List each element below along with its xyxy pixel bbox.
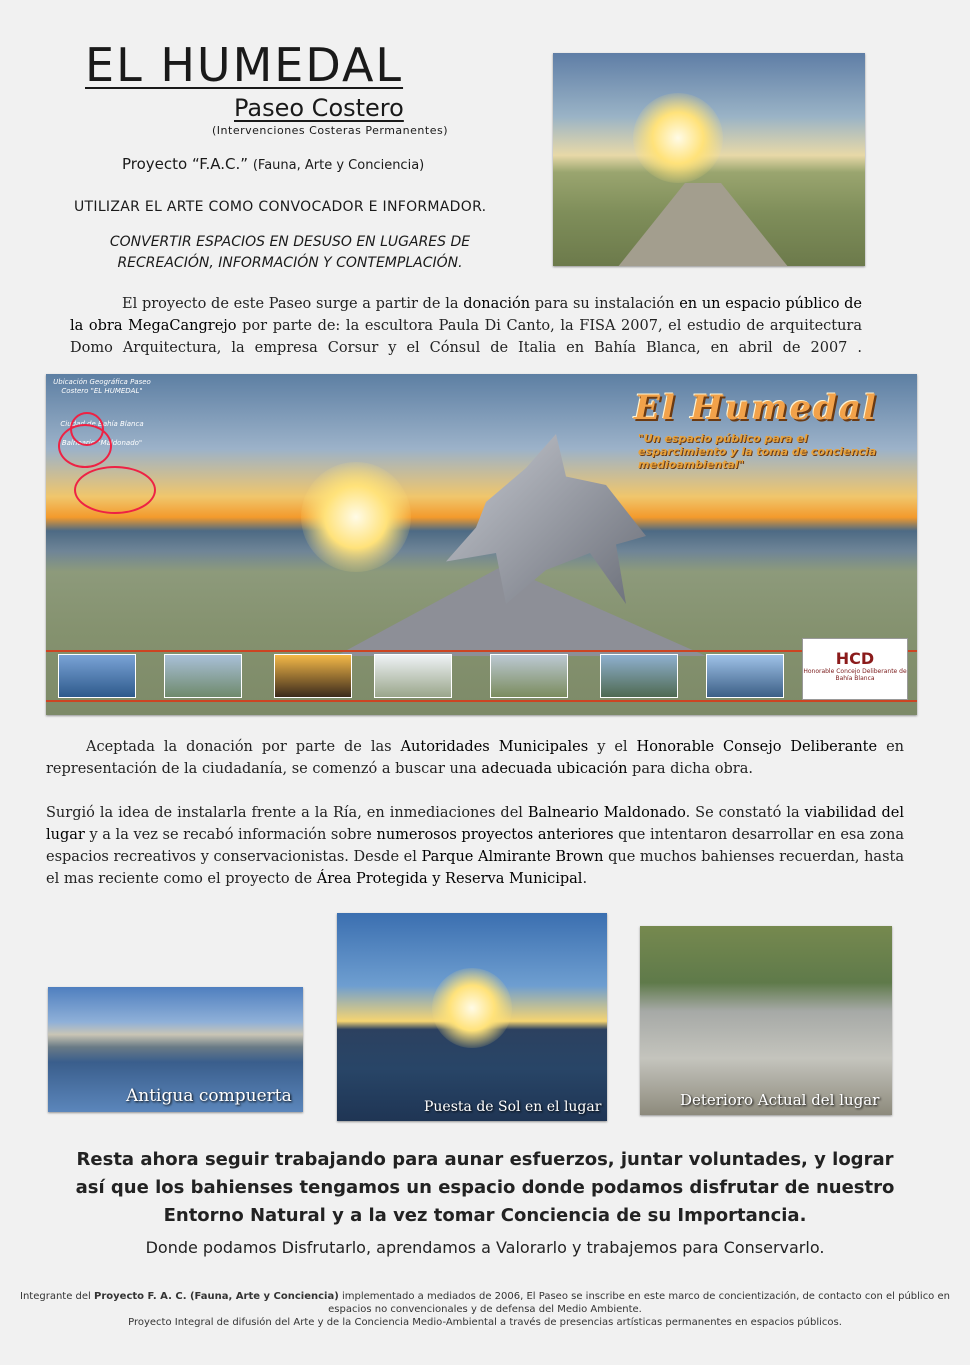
photo-deterioro bbox=[640, 926, 892, 1115]
project-name: Proyecto “F.A.C.” bbox=[122, 155, 249, 173]
project-line bbox=[122, 155, 424, 173]
intro-paragraph: El proyecto de este Paseo surge a partir de la donación para su instalación en un espacio público de la obra MegaCangrejo por parte de: la escultora Paula Di Canto, la FISA 2007, el estudio de arquitectura Domo Arquitectura, la empresa Corsur y el Cónsul de Italia en Bahía Blanca, en abril de 2007 . bbox=[70, 296, 863, 356]
closing-motto: Donde podamos Disfrutarlo, aprendamos a Valorarlo y trabajemos para Conservarlo. bbox=[145, 1238, 825, 1257]
footer-note: Integrante del Proyecto F. A. C. (Fauna, Arte y Conciencia) implementado a mediados de 2006, El Paseo se inscribe en este marco de concientización, de contacto con el público en espacios no convencionales y de defensa del Medio Ambiente. Proyecto Integral de difusión del Arte y de la Conciencia Medio-Ambiental a través de presencias artísticas permanentes en espacios públicos. bbox=[20, 1291, 950, 1328]
photo-caption: Antigua compuerta bbox=[126, 1086, 292, 1106]
paragraph-2: Aceptada la donación por parte de las Autoridades Municipales y el Honorable Consejo Deliberante en representación de la ciudadanía, se comenzó a buscar una adecuada ubicación para dicha obra. bbox=[46, 739, 904, 777]
subtitle-note: (Intervenciones Costeras Permanentes) bbox=[212, 124, 448, 137]
statement-2: CONVERTIR ESPACIOS EN DESUSO EN LUGARES DE RECREACIÓN, INFORMACIÓN Y CONTEMPLACIÓN. bbox=[109, 234, 471, 271]
photo-caption: Puesta de Sol en el lugar bbox=[424, 1099, 602, 1115]
project-note: (Fauna, Arte y Conciencia) bbox=[252, 158, 425, 173]
photo-caption: Deterioro Actual del lugar bbox=[680, 1091, 880, 1109]
page-title: EL HUMEDAL bbox=[85, 38, 404, 92]
statement-1: UTILIZAR EL ARTE COMO CONVOCADOR E INFORMADOR. bbox=[74, 199, 487, 215]
photo-sunset bbox=[337, 913, 607, 1121]
banner-image bbox=[46, 374, 917, 715]
banner-tagline: "Un espacio público para el esparcimiento y la toma de conciencia medioambiental" bbox=[638, 432, 877, 471]
sunset bbox=[301, 462, 411, 572]
paragraph-3: Surgió la idea de instalarla frente a la Ría, en inmediaciones del Balneario Maldonado. Se constató la viabilidad del lugar y a la vez se recabó información sobre numerosos proyectos anteriores que intentaron desarrollar en esa zona espacios recreativos y conservacionistas. Desde el Parque Almirante Brown que muchos bahienses recuerdan, hasta el mas reciente como el proyecto de Área Protegida y Reserva Municipal. bbox=[46, 805, 904, 887]
photo-compuerta bbox=[48, 987, 303, 1112]
top-photo-walkway bbox=[553, 53, 865, 266]
hcd-logo: HCD Honorable Concejo Deliberante de Bahía Blanca bbox=[802, 638, 908, 700]
megacangrejo-sculpture bbox=[446, 434, 646, 604]
page-subtitle: Paseo Costero bbox=[234, 94, 404, 122]
closing-statement: Resta ahora seguir trabajando para aunar esfuerzos, juntar voluntades, y lograr así que los bahienses tengamos un espacio donde podamos disfrutar de nuestro Entorno Natural y a la vez tomar Conciencia de su Importancia. bbox=[75, 1149, 895, 1226]
banner-title: El Humedal bbox=[634, 388, 878, 428]
banner-location: Ubicación Geográfica Paseo Costero "EL HUMEDAL" Ciudad de Bahía Blanca Balneario "Maldonado" bbox=[53, 378, 151, 447]
